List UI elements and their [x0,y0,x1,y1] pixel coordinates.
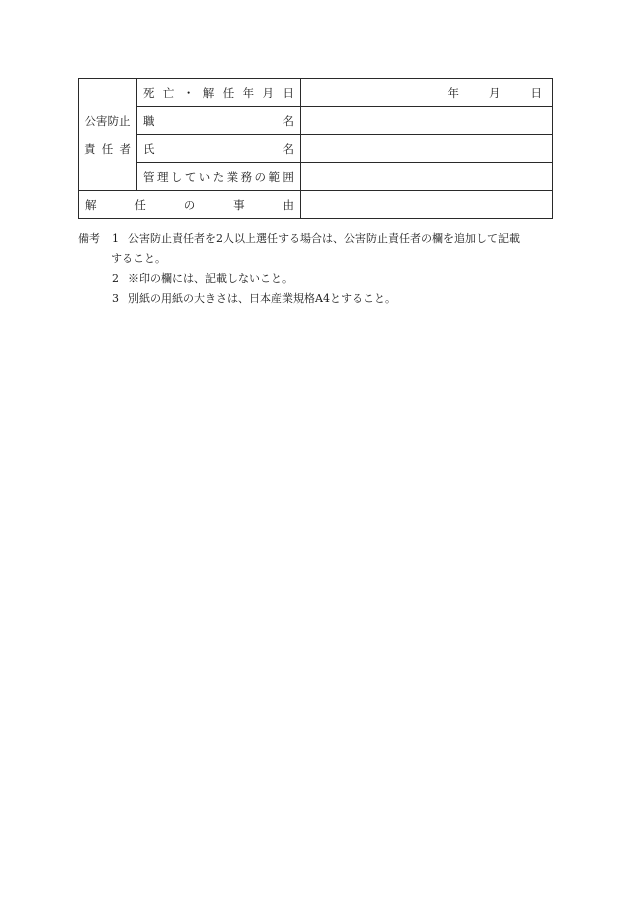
label-char: の [254,169,266,184]
title-row [79,107,553,135]
group-label-char1: 責 [84,141,96,156]
note-text-continuation: すること。 [111,252,166,265]
notes-section [78,229,558,309]
scope-label [137,163,301,191]
group-label-line1: 公害防止 [84,113,131,128]
dismissal-reason-label [79,191,301,219]
date-month-label: 月 [489,85,501,100]
label-char: 理 [156,169,169,184]
date-year-label: 年 [447,85,459,100]
note-item-1-continuation [78,249,558,269]
label-char: 務 [240,169,253,184]
label-char: 月 [262,85,275,100]
responsible-person-table [78,78,553,219]
label-char: 囲 [282,169,294,184]
label-char: 亡 [162,85,175,100]
note-text: 別紙の用紙の大きさは、日本産業規格A4とすること。 [128,292,396,305]
note-number: 1 [112,232,119,245]
dismissal-reason-label-text [85,197,294,213]
note-text: ※印の欄には、記載しないこと。 [128,272,293,285]
name-label [137,135,301,163]
label-char: 職 [143,113,155,128]
group-label-char3: 者 [119,141,131,156]
label-char: し [170,169,183,184]
note-number: 3 [112,292,119,305]
label-char: 名 [282,113,294,128]
note-number: 2 [112,272,119,285]
label-char: の [183,197,196,212]
note-item-3 [78,289,558,309]
responsible-person-group-label [79,79,137,191]
group-label-line2-text [81,135,134,163]
scope-row [79,163,553,191]
title-field[interactable] [301,107,553,135]
death-dismissal-date-label-text [143,85,294,101]
label-char: 任 [222,85,235,100]
name-row [79,135,553,163]
dismissal-reason-row [79,191,553,219]
label-char: 日 [282,85,294,100]
label-char: い [198,169,211,184]
date-day-label: 日 [530,85,542,100]
label-char: 管 [143,169,155,184]
name-label-text [143,141,294,157]
label-char: て [184,169,197,184]
notes-heading: 備考 [78,232,100,245]
death-dismissal-date-row [79,79,553,107]
label-char: 事 [233,197,245,212]
scope-field[interactable] [301,163,553,191]
death-dismissal-date-label [137,79,301,107]
note-item-2 [78,269,558,289]
name-field[interactable] [301,135,553,163]
label-char: 業 [226,169,239,184]
death-dismissal-date-field[interactable] [301,79,553,107]
group-label-line2 [81,135,134,163]
label-char: 解 [202,85,215,100]
label-char: た [212,169,225,184]
note-text: 公害防止責任者を2人以上選任する場合は、公害防止責任者の欄を追加して記載 [128,232,520,245]
group-label-char2: 任 [101,141,114,156]
label-char: 解 [85,197,97,212]
label-char: 範 [268,169,280,184]
title-label [137,107,301,135]
label-char: 年 [242,85,255,100]
label-char: ・ [182,85,195,100]
label-char: 死 [143,85,155,100]
dismissal-reason-field[interactable] [301,191,553,219]
title-label-text [143,113,294,129]
label-char: 任 [134,197,146,212]
label-char: 氏 [143,141,155,156]
scope-label-text [143,169,294,185]
label-char: 名 [282,141,294,156]
label-char: 由 [282,197,294,212]
note-item-1 [78,229,558,249]
